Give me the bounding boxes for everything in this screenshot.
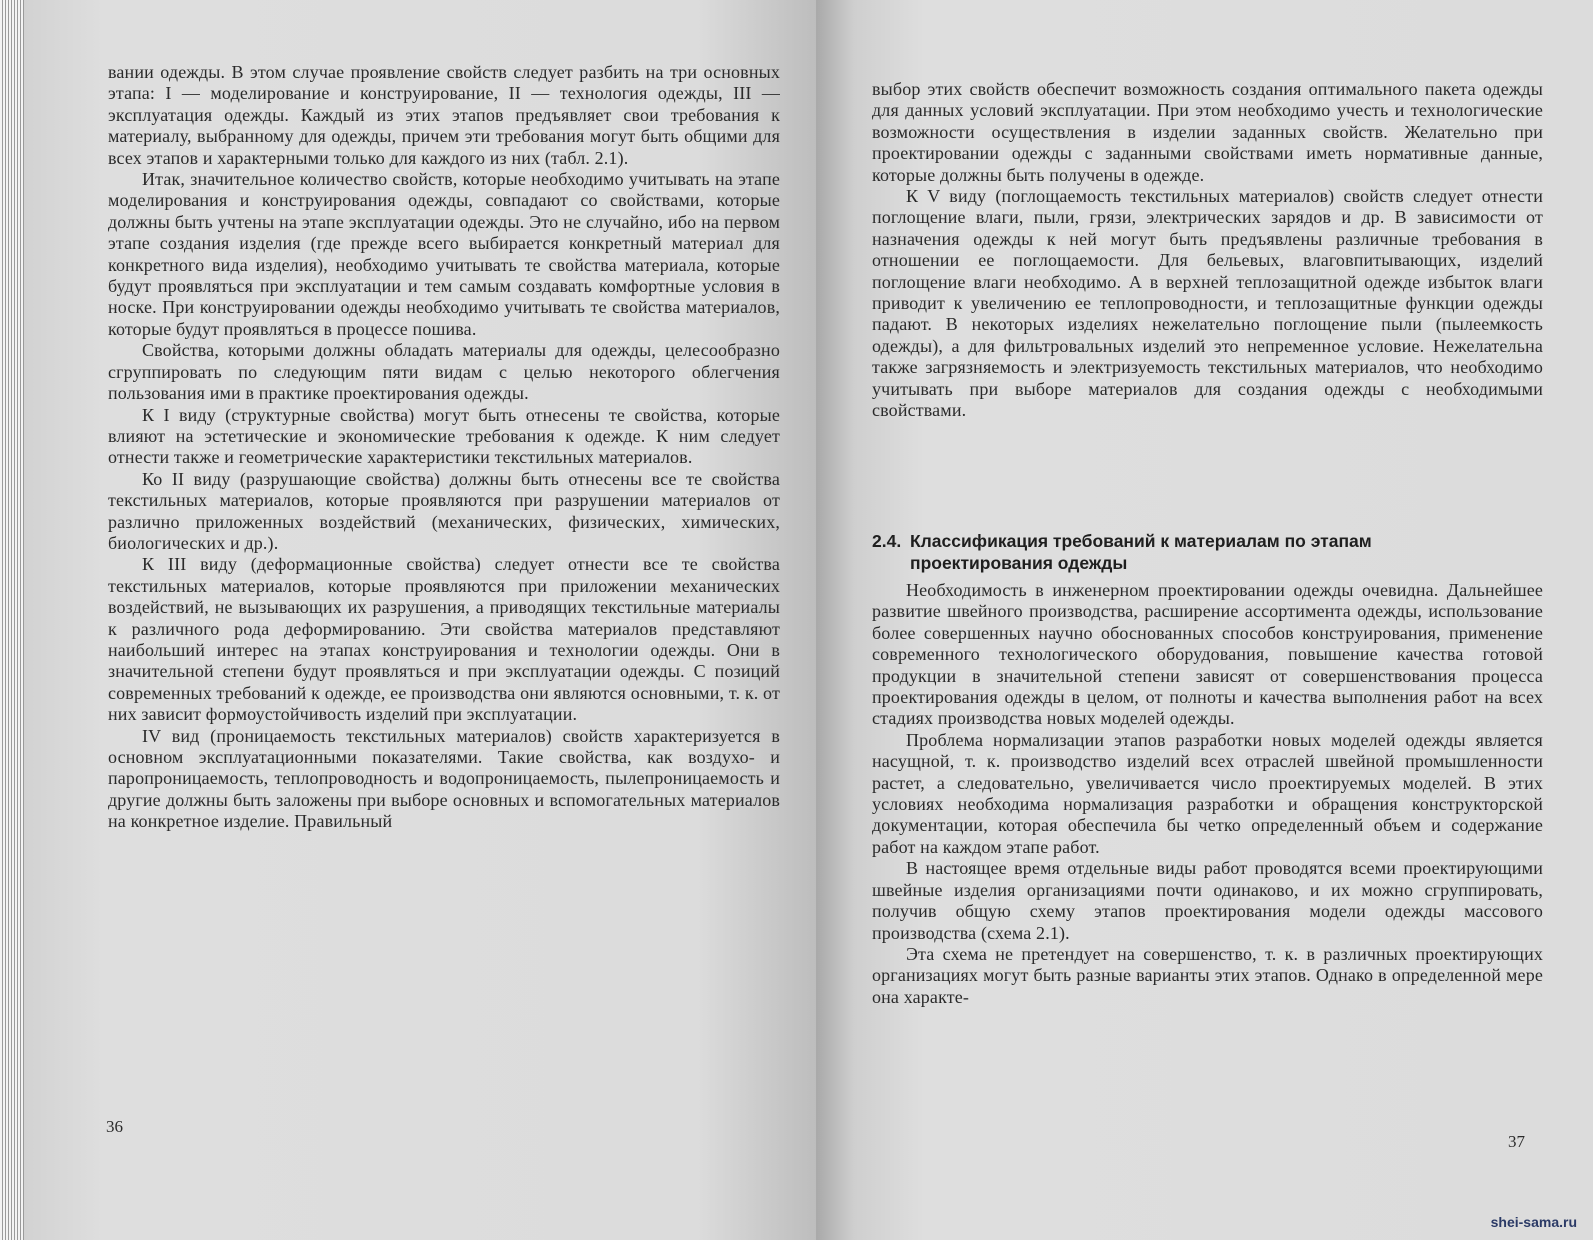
paragraph: К V виду (поглощаемость текстильных материалов) свойств следует отнести поглощение влаги, пыли, грязи, электрических зарядов и др. В зависимости от назначения одежды к ней могут быть предъявлены различные требования в отношении ее поглощаемости. Для бельевых, влаговпитывающих, изделий поглощение влаги необходимо. А в верхней теплозащитной одежде избыток влаги приводит к увеличению ее теплопроводности, и теплозащитные функции одежды падают. В некоторых изделиях нежелательно поглощение пыли (пылеемкость одежды), а для фильтровальных изделий это непременное условие. Нежелательна также загрязняемость и электризуемость текстильных материалов, что необходимо учитывать при выборе материалов для создания одежды с необходимыми свойствами. [872, 186, 1543, 421]
paragraph: Свойства, которыми должны обладать материалы для одежды, целесообразно сгруппировать по следующим пяти видам с целью некоторого облегчения пользования ими в практике проектирования одежды. [108, 340, 780, 404]
paragraph: К III виду (деформационные свойства) следует отнести все те свойства текстильных материалов, которые проявляются при приложении механических воздействий, не вызывающих их разрушения, а приводящих текстильные материалы к различного рода деформированию. Эти свойства материалов представляют наибольший интерес на этапах конструирования и технологии одежды. Они в значительной степени будут проявляться и при эксплуатации одежды. С позиций современных требований к одежде, ее производства они являются основными, т. к. от них зависит формоустойчивость изделий при эксплуатации. [108, 554, 780, 725]
paragraph: Эта схема не претендует на совершенство, т. к. в различных проектирующих организациях могут быть разные варианты этих этапов. Однако в определенной мере она характе- [872, 943, 1543, 1007]
paragraph: вании одежды. В этом случае проявление свойств следует разбить на три основных этапа: I — моделирование и конструирование, II — технология одежды, III — эксплуатация одежды. Каждый из этих этапов предъявляет свои требования к материалу, выбранному для одежды, причем эти требования могут быть общими для всех этапов и характерными только для каждого из них (табл. 2.1). [108, 62, 780, 168]
paragraph: IV вид (проницаемость текстильных материалов) свойств характеризуется в основном эксплуатационными показателями. Такие свойства, как воздухо- и паропроницаемость, теплопроводность и водопроницаемость, пылепроницаемость и другие должны быть заложены при выборе основных и вспомогательных материалов на конкретное изделие. Правильный [108, 725, 780, 832]
section-title-line2: проектирования одежды [910, 553, 1128, 573]
paragraph: выбор этих свойств обеспечит возможность создания оптимального пакета одежды для данных условий эксплуатации. При этом необходимо учесть и технологические возможности осуществления в изделии заданных свойств. Желательно при проектировании одежды с заданными свойствами иметь нормативные данные, которые должны быть получены в одежде. [872, 79, 1543, 185]
page-stack-edge [0, 0, 24, 1240]
paragraph: К I виду (структурные свойства) могут быть отнесены те свойства, которые влияют на эстетические и экономические требования к одежде. К ним следует отнести также и геометрические характеристики текстильных материалов. [108, 404, 780, 468]
left-page-text [108, 62, 780, 833]
section-number: 2.4. [872, 531, 902, 551]
paragraph: Проблема нормализации этапов разработки новых моделей одежды является насущной, т. к. производство изделий всех отраслей швейной промышленности растет, а следовательно, увеличивается число проектируемых моделей. В этих условиях необходима нормализация разработки и обращения конструкторской документации, которая обеспечила бы четко определенный объем и содержание работ на каждом этапе работ. [872, 729, 1543, 857]
paragraph: Ко II виду (разрушающие свойства) должны быть отнесены все те свойства текстильных материалов, которые проявляются при разрушении материалов от различно приложенных воздействий (механических, физических, химических, биологических и др.). [108, 468, 780, 553]
section-heading [872, 530, 1543, 574]
page-number-left: 36 [106, 1117, 123, 1136]
left-page [24, 0, 816, 1240]
right-page [816, 0, 1593, 1240]
paragraph: Итак, значительное количество свойств, которые необходимо учитывать на этапе моделирования и конструирования одежды, совпадают со свойствами, которые должны быть учтены на этапе эксплуатации одежды. Это не случайно, ибо на первом этапе создания изделия (где прежде всего выбирается конкретный материал для конкретного вида изделия), необходимо учитывать те свойства материала, которые будут проявляться при эксплуатации и тем самым создавать комфортные условия в носке. При конструировании одежды необходимо учитывать те свойства материалов, которые будут проявляться в процессе пошива. [108, 169, 780, 339]
right-page-text-top [872, 79, 1543, 422]
paragraph: Необходимость в инженерном проектировании одежды очевидна. Дальнейшее развитие швейного производства, расширение ассортимента одежды, использование более совершенных научно обоснованных способов конструирования, применение современного технологического оборудования, повышение качества готовой продукции в значительной степени зависят от совершенствования процесса проектирования одежды в целом, от полноты и качества выполнения работ на всех стадиях производства новых моделей одежды. [872, 580, 1543, 729]
page-number-right: 37 [1508, 1132, 1525, 1151]
right-page-text-bottom [872, 580, 1543, 1008]
paragraph: В настоящее время отдельные виды работ проводятся всеми проектирующими швейные изделия организациями почти одинаково, и их можно сгруппировать, получив общую схему этапов проектирования модели одежды массового производства (схема 2.1). [872, 858, 1543, 943]
section-title-line1: Классификация требований к материалам по этапам [910, 531, 1372, 551]
watermark: shei-sama.ru [1490, 1214, 1577, 1230]
